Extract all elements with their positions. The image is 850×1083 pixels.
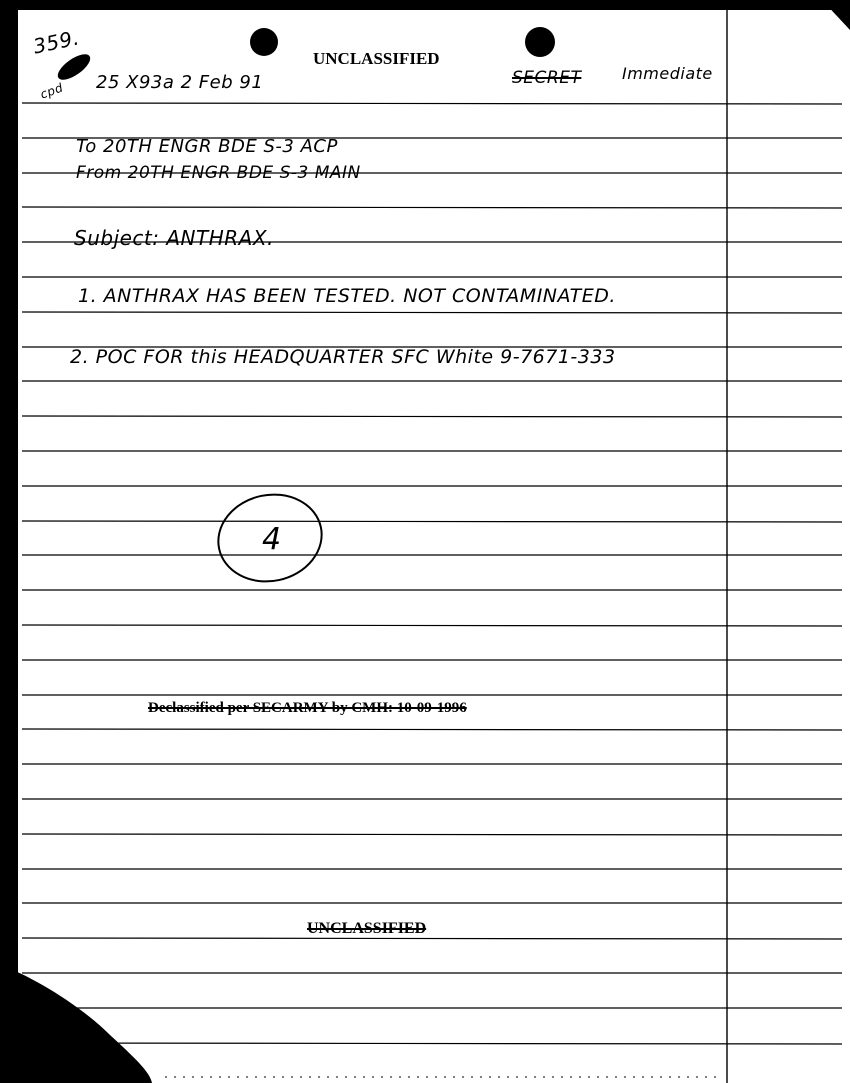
- classification-bottom: UNCLASSIFIED: [307, 920, 427, 937]
- subject-line: Subject: ANTHRAX.: [74, 226, 274, 250]
- to-line: To 20TH ENGR BDE S-3 ACP: [76, 136, 338, 157]
- struck-classification: SECRET: [512, 68, 582, 88]
- ruled-line: [22, 834, 842, 835]
- bottom-left-scan-shadow: [0, 965, 152, 1083]
- precedence: Immediate: [622, 64, 713, 83]
- hole-punch-blot-right: [525, 27, 555, 57]
- left-scan-border: [0, 0, 18, 980]
- ruled-line: [22, 625, 842, 626]
- from-line: From 20TH ENGR BDE S-3 MAIN: [76, 163, 361, 183]
- ruled-line: [22, 416, 842, 417]
- ruled-line: [22, 938, 842, 939]
- ruled-line: [22, 729, 842, 730]
- ruled-line: [22, 207, 842, 208]
- ruled-line: [22, 1043, 842, 1044]
- ruled-line: [22, 521, 842, 522]
- file-number: 359.: [31, 25, 82, 59]
- classification-top: UNCLASSIFIED: [313, 49, 440, 68]
- corner-fold: [822, 0, 850, 30]
- page-number: 4: [262, 522, 282, 557]
- left-margin-mark: cpd: [38, 80, 66, 102]
- top-scan-border: [0, 0, 850, 10]
- ruled-line: [22, 103, 842, 104]
- hole-punch-blot-left: [250, 28, 278, 56]
- message-header: 25 X93a 2 Feb 91: [96, 72, 264, 93]
- ruled-line: [22, 312, 842, 313]
- declassification-stamp: Declassified per SECARMY by CMH: 10-09-1996: [148, 700, 467, 716]
- item-1: 1. ANTHRAX HAS BEEN TESTED. NOT CONTAMINATED.: [78, 285, 616, 307]
- item-2: 2. POC FOR this HEADQUARTER SFC White 9-7671-333: [70, 346, 616, 368]
